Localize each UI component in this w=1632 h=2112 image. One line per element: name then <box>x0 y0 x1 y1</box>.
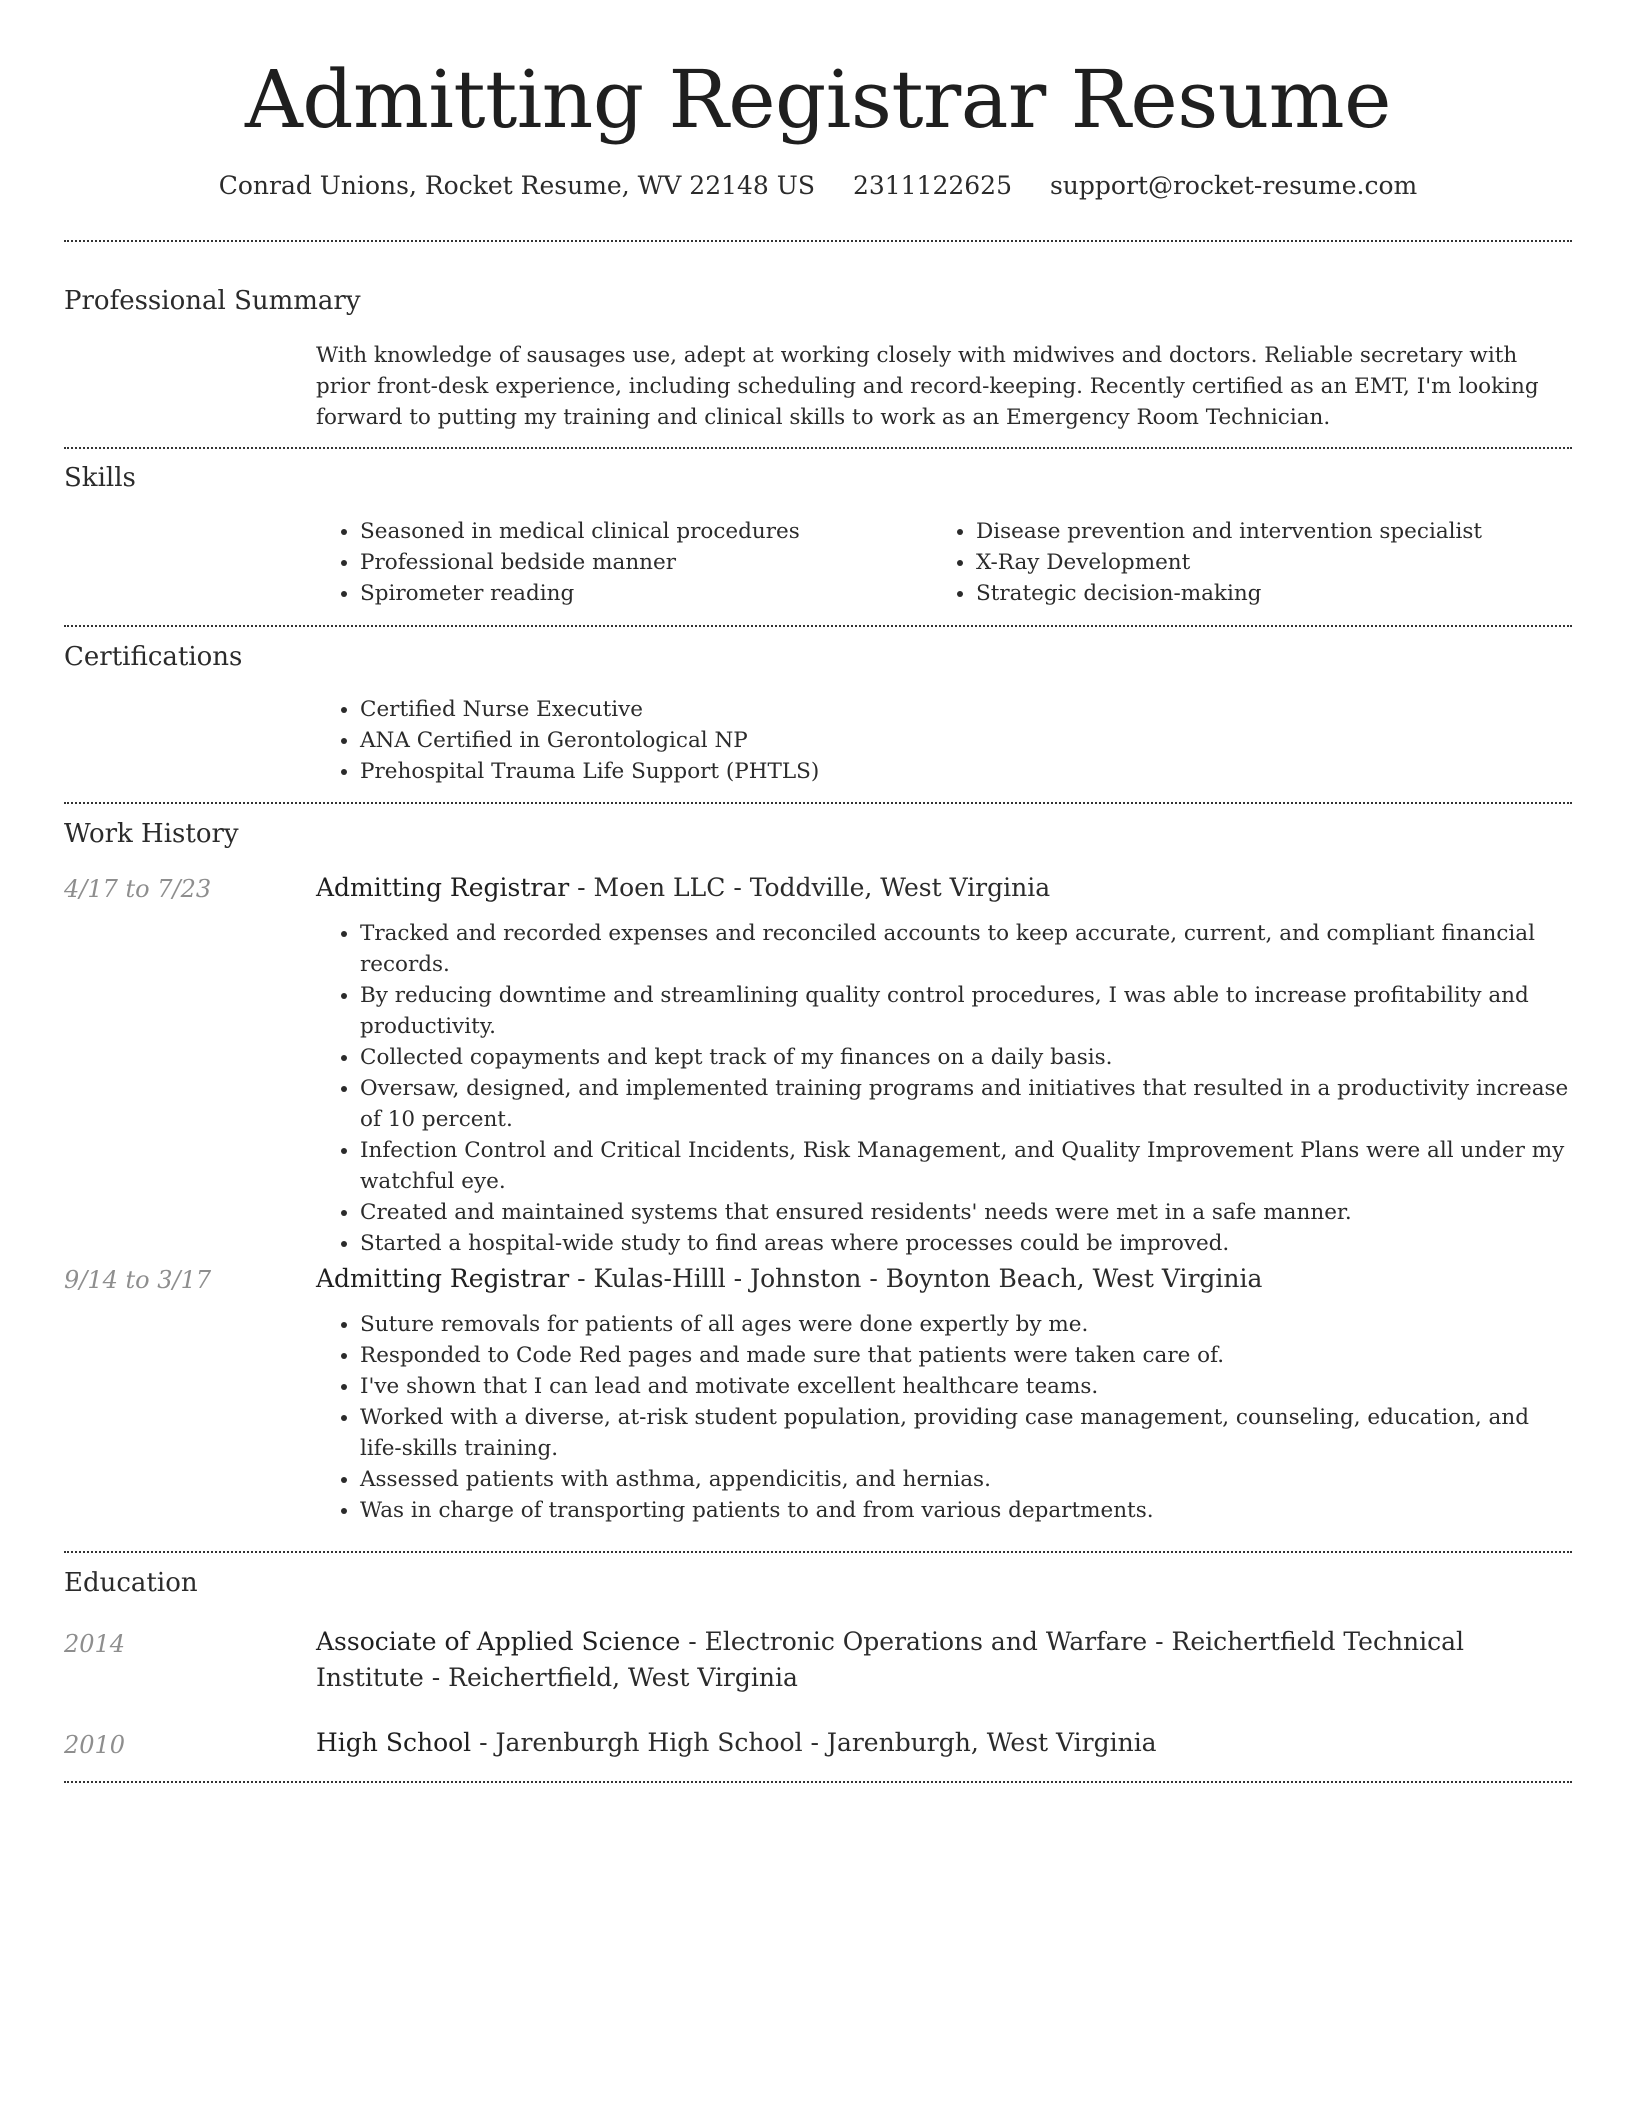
contact-line <box>64 169 1572 203</box>
job-heading <box>316 1261 1572 1297</box>
education-details: - Jarenburgh High School - Jarenburgh, West Virginia <box>471 1728 1157 1757</box>
section-title-work-history: Work History <box>64 819 239 849</box>
certifications-body <box>316 694 1572 787</box>
contact-address: Conrad Unions, Rocket Resume, WV 22148 US <box>218 171 815 200</box>
divider <box>64 802 1572 804</box>
skill-item: • Seasoned in medical clinical procedures <box>360 516 932 547</box>
education-entry <box>316 1725 1572 1761</box>
job-dates: 4/17 to 7/23 <box>64 875 212 903</box>
skill-item: • X-Ray Development <box>976 547 1572 578</box>
job-bullet: • Was in charge of transporting patients to and from various departments. <box>360 1495 1572 1526</box>
job-bullet: • Collected copayments and kept track of my finances on a daily basis. <box>360 1042 1572 1073</box>
job-bullet: • Infection Control and Critical Incidents, Risk Management, and Quality Improvement Plans were all under my watchful eye. <box>360 1135 1572 1197</box>
job-employer: - Kulas-Hilll - Johnston - Boynton Beach, West Virginia <box>569 1264 1263 1293</box>
skill-item: • Professional bedside manner <box>360 547 932 578</box>
skill-item: • Spirometer reading <box>360 578 932 609</box>
job-bullet: • I've shown that I can lead and motivate excellent healthcare teams. <box>360 1371 1572 1402</box>
divider <box>64 1781 1572 1783</box>
education-year: 2014 <box>64 1630 126 1658</box>
skills-list-right <box>932 516 1572 609</box>
job-bullet: • Tracked and recorded expenses and reconciled accounts to keep accurate, current, and compliant financial records. <box>360 918 1572 980</box>
skill-item: • Strategic decision-making <box>976 578 1572 609</box>
section-title-education: Education <box>64 1568 198 1598</box>
divider <box>64 625 1572 627</box>
job-bullet: • Suture removals for patients of all ages were done expertly by me. <box>360 1309 1572 1340</box>
section-title-summary: Professional Summary <box>64 286 361 316</box>
education-heading <box>316 1725 1572 1761</box>
skill-item: • Disease prevention and intervention specialist <box>976 516 1572 547</box>
section-title-skills: Skills <box>64 463 136 493</box>
job-bullet: • Worked with a diverse, at-risk student population, providing case management, counseling, education, and life-skills training. <box>360 1402 1572 1464</box>
certification-item: • ANA Certified in Gerontological NP <box>360 725 1572 756</box>
job-entry <box>316 870 1572 1259</box>
education-degree: High School <box>316 1728 472 1757</box>
resume-title: Admitting Registrar Resume <box>244 53 1392 146</box>
job-bullet: • By reducing downtime and streamlining quality control procedures, I was able to increase profitability and productivity. <box>360 980 1572 1042</box>
certification-item: • Prehospital Trauma Life Support (PHTLS) <box>360 756 1572 787</box>
summary-text: With knowledge of sausages use, adept at working closely with midwives and doctors. Reliable secretary with prior front-desk experience, including scheduling and record-keeping. Recently certified as an EMT, I'm looking forward to putting my training and clinical skills to work as an Emergency Room Technician. <box>316 343 1539 430</box>
job-bullets <box>316 1309 1572 1526</box>
job-bullets <box>316 918 1572 1259</box>
contact-email: support@rocket-resume.com <box>1049 171 1418 200</box>
job-bullet: • Responded to Code Red pages and made sure that patients were taken care of. <box>360 1340 1572 1371</box>
job-entry <box>316 1261 1572 1526</box>
education-heading <box>316 1624 1572 1696</box>
job-bullet: • Created and maintained systems that ensured residents' needs were met in a safe manner. <box>360 1197 1572 1228</box>
job-employer: - Moen LLC - Toddville, West Virginia <box>569 873 1051 902</box>
divider <box>64 240 1572 242</box>
skills-grid <box>316 516 1572 609</box>
job-dates: 9/14 to 3/17 <box>64 1266 212 1294</box>
job-heading <box>316 870 1572 906</box>
education-year: 2010 <box>64 1731 126 1759</box>
education-entry <box>316 1624 1572 1696</box>
job-title: Admitting Registrar <box>316 873 570 902</box>
job-title: Admitting Registrar <box>316 1264 570 1293</box>
job-bullet: • Oversaw, designed, and implemented training programs and initiatives that resulted in a productivity increase of 10 percent. <box>360 1073 1572 1135</box>
job-bullet: • Started a hospital-wide study to find areas where processes could be improved. <box>360 1228 1572 1259</box>
skills-list-left <box>316 516 932 609</box>
education-details: - Electronic Operations and Warfare - Reichertfield Technical Institute - Reichertfield, West Virginia <box>316 1627 1465 1692</box>
certification-item: • Certified Nurse Executive <box>360 694 1572 725</box>
certifications-list <box>316 694 1572 787</box>
education-degree: Associate of Applied Science <box>316 1627 681 1656</box>
section-title-certifications: Certifications <box>64 642 243 672</box>
contact-phone: 2311122625 <box>852 171 1012 200</box>
summary-body <box>316 340 1572 433</box>
divider <box>64 447 1572 449</box>
divider <box>64 1551 1572 1553</box>
job-bullet: • Assessed patients with asthma, appendicitis, and hernias. <box>360 1464 1572 1495</box>
